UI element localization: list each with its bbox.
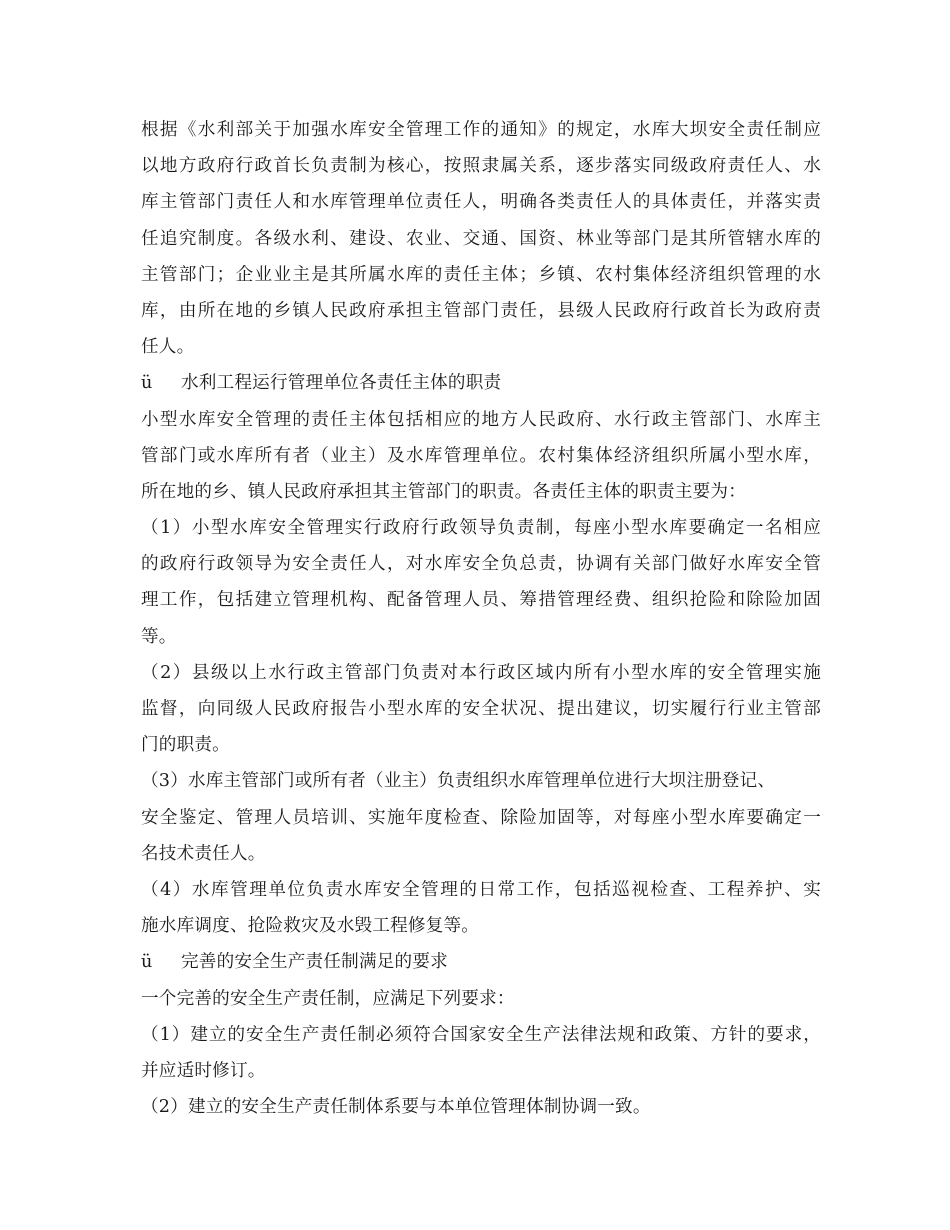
paragraph-line: 安全鉴定、管理人员培训、实施年度检查、除险加固等，对每座小型水库要确定一: [141, 807, 821, 828]
paragraph-line: 以地方政府行政首长负责制为核心，按照隶属关系，逐步落实同级政府责任人、水: [141, 156, 821, 177]
paragraph-line: （1）小型水库安全管理实行政府行政领导负责制，每座小型水库要确定一名相应: [141, 518, 821, 539]
document-body: [141, 112, 821, 1125]
paragraph-line: 小型水库安全管理的责任主体包括相应的地方人民政府、水行政主管部门、水库主: [141, 409, 821, 430]
paragraph-line: （3）水库主管部门或所有者（业主）负责组织水库管理单位进行大坝注册登记、: [141, 771, 776, 792]
paragraph-line: 门的职责。: [141, 735, 230, 756]
paragraph-line: 根据《水利部关于加强水库安全管理工作的通知》的规定，水库大坝安全责任制应: [141, 120, 821, 140]
paragraph-line: （2）县级以上水行政主管部门负责对本行政区域内所有小型水库的安全管理实施: [141, 662, 821, 683]
section-heading: [141, 365, 821, 401]
paragraph-line: 施水库调度、抢险救灾及水毁工程修复等。: [141, 916, 480, 937]
paragraph-line: （2）建立的安全生产责任制体系要与本单位管理体制协调一致。: [141, 1097, 651, 1118]
paragraph-line: 的政府行政领导为安全责任人，对水库安全负总责，协调有关部门做好水库安全管: [141, 554, 821, 575]
bullet-check-icon: ü: [141, 373, 153, 394]
paragraph-line: 所在地的乡、镇人民政府承担其主管部门的职责。各责任主体的职责主要为：: [141, 481, 746, 502]
paragraph-line: 任追究制度。各级水利、建设、农业、交通、国资、林业等部门是其所管辖水库的: [141, 228, 821, 249]
paragraph-line: 监督，向同级人民政府报告小型水库的安全状况、提出建议，切实履行行业主管部: [141, 699, 821, 719]
bullet-check-icon: ü: [141, 952, 153, 973]
paragraph-line: 主管部门；企业业主是其所属水库的责任主体；乡镇、农村集体经济组织管理的水: [141, 264, 821, 285]
section-heading-text: 完善的安全生产责任制满足的要求: [181, 952, 448, 973]
paragraph-line: 理工作，包括建立管理机构、配备管理人员、筹措管理经费、组织抢险和除险加固: [141, 590, 821, 611]
paragraph-line: （4）水库管理单位负责水库安全管理的日常工作，包括巡视检查、工程养护、实: [141, 879, 821, 900]
paragraph-line: 任人。: [141, 337, 195, 358]
section-heading-text: 水利工程运行管理单位各责任主体的职责: [181, 373, 502, 394]
paragraph-line: 名技术责任人。: [141, 843, 266, 864]
paragraph-line: 库主管部门责任人和水库管理单位责任人，明确各类责任人的具体责任，并落实责: [141, 192, 821, 213]
paragraph-line: 一个完善的安全生产责任制，应满足下列要求：: [141, 988, 515, 1009]
section-heading: [141, 944, 821, 980]
paragraph-line: （1）建立的安全生产责任制必须符合国家安全生产法律法规和政策、方针的要求，: [141, 1024, 821, 1045]
paragraph-line: 并应适时修订。: [141, 1060, 266, 1081]
paragraph-line: 管部门或水库所有者（业主）及水库管理单位。农村集体经济组织所属小型水库，: [141, 445, 821, 466]
paragraph-line: 等。: [141, 626, 177, 647]
paragraph-line: 库，由所在地的乡镇人民政府承担主管部门责任，县级人民政府行政首长为政府责: [141, 300, 821, 321]
